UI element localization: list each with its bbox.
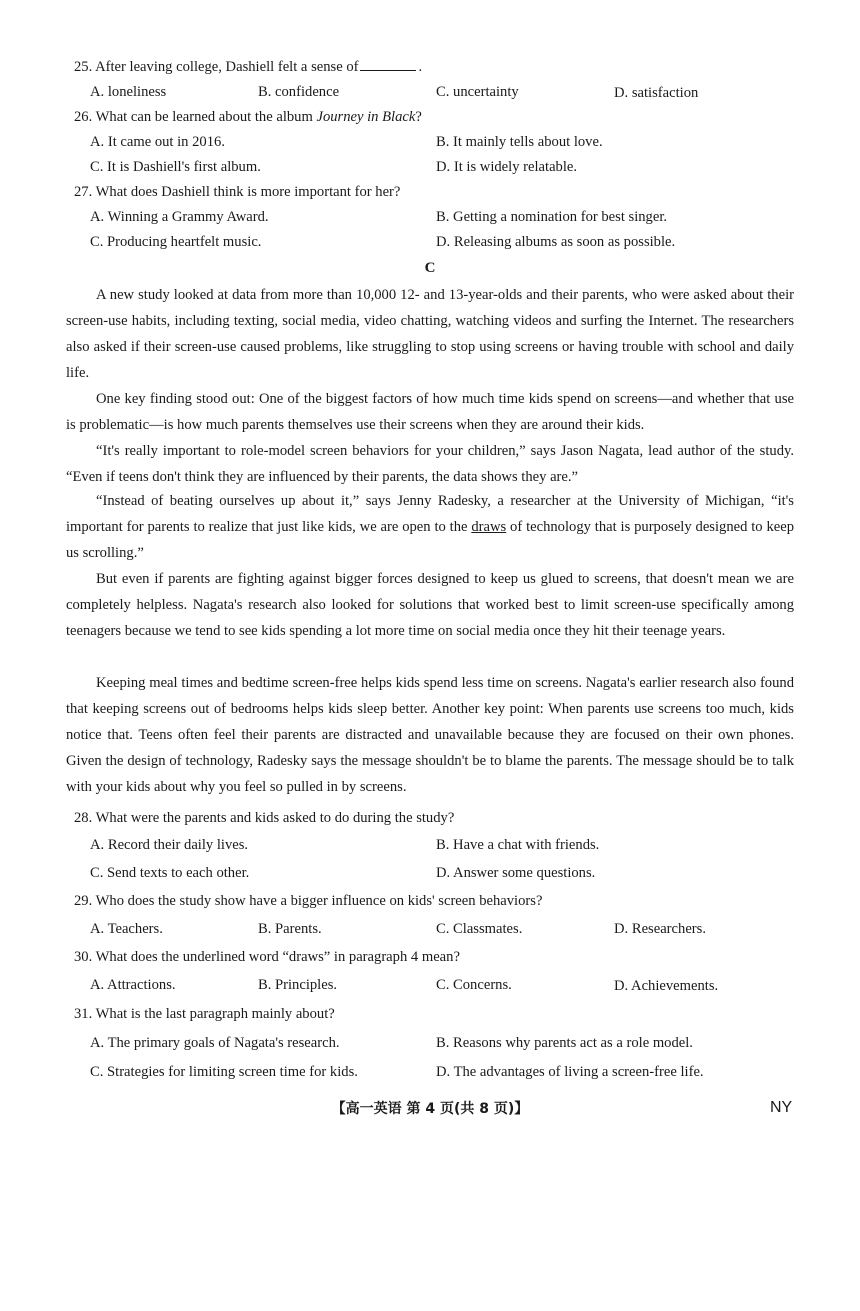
- q31-option-b: B. Reasons why parents act as a role model.: [436, 1035, 693, 1051]
- q28-option-d: D. Answer some questions.: [436, 865, 596, 881]
- q25-option-b: B. confidence: [258, 84, 340, 100]
- q27-option-c: C. Producing heartfelt music.: [90, 234, 262, 250]
- paragraph-4-part-2: of technology that is purposely designed to keep us scrolling.”: [66, 519, 795, 561]
- q31-option-d: D. The advantages of living a screen-free life.: [436, 1064, 704, 1080]
- question-30: 30. What does the underlined word “draws” in paragraph 4 mean?: [74, 949, 460, 965]
- question-25-stem: 25. After leaving college, Dashiell felt a sense of: [74, 59, 359, 75]
- q31-option-a: A. The primary goals of Nagata's research.: [90, 1035, 340, 1051]
- q26-option-d: D. It is widely relatable.: [436, 159, 578, 175]
- q30-option-c: C. Concerns.: [436, 977, 512, 993]
- passage-paragraph-1: A new study looked at data from more than 10,000 12- and 13-year-olds and their parents, who were asked about their screen-use habits, including texting, social media, video chatting, watching videos and surfing the Internet. The researchers also asked if their screen-use caused problems, like struggling to stop using screens or having trouble with school and daily life.: [66, 287, 794, 381]
- question-27: 27. What does Dashiell think is more important for her?: [74, 184, 401, 200]
- q30-option-d: D. Achievements.: [614, 978, 719, 994]
- underlined-word-draws: draws: [471, 519, 507, 535]
- q28-option-a: A. Record their daily lives.: [90, 837, 249, 853]
- q27-option-d: D. Releasing albums as soon as possible.: [436, 234, 676, 250]
- q27-option-a: A. Winning a Grammy Award.: [90, 209, 269, 225]
- q25-option-c: C. uncertainty: [436, 84, 519, 100]
- passage-paragraph-3: “It's really important to role-model screen behaviors for your children,” says Jason Nagata, lead author of the study. “Even if teens don't think they are influenced by their parents, the data shows they are.”: [66, 443, 794, 485]
- q26-option-b: B. It mainly tells about love.: [436, 134, 603, 150]
- q25-option-d: D. satisfaction: [614, 85, 699, 101]
- question-25: [74, 58, 422, 76]
- question-25-stem-end: .: [418, 59, 423, 75]
- q29-option-d: D. Researchers.: [614, 921, 706, 937]
- q28-option-b: B. Have a chat with friends.: [436, 837, 600, 853]
- passage-paragraph-4: [66, 488, 794, 566]
- q31-option-c: C. Strategies for limiting screen time for kids.: [90, 1064, 358, 1080]
- paragraph-4-part-1: “Instead of beating ourselves up about it,” says Jenny Radesky, a researcher at the University of Michigan, “it's important for parents to realize that just like kids, we are open to the: [66, 493, 794, 535]
- page-footer: 【高一英语 第 4 页(共 8 页)】: [331, 1101, 529, 1117]
- q25-option-a: A. loneliness: [90, 84, 167, 100]
- album-title: Journey in Black: [316, 109, 416, 125]
- question-28: 28. What were the parents and kids asked to do during the study?: [74, 810, 455, 826]
- question-26-stem: 26. What can be learned about the album: [74, 109, 317, 125]
- question-26: [74, 109, 422, 126]
- q27-option-b: B. Getting a nomination for best singer.: [436, 209, 668, 225]
- footer-code: NY: [770, 1099, 793, 1116]
- q29-option-a: A. Teachers.: [90, 921, 163, 937]
- section-label: C: [424, 260, 436, 276]
- question-31: 31. What is the last paragraph mainly about?: [74, 1006, 335, 1022]
- answer-blank: [360, 58, 416, 71]
- q29-option-c: C. Classmates.: [436, 921, 523, 937]
- passage-paragraph-6: Keeping meal times and bedtime screen-free helps kids spend less time on screens. Nagata's earlier research also found that keeping screens out of bedrooms helps kids sleep better. Another key point: When parents use screens too much, kids notice that. Teens often feel their parents are distracted and unavailable because they are focused on their own phones. Given the design of technology, Radesky says the message shouldn't be to blame the parents. The message should be to talk with your kids about why you feel so pulled in by screens.: [66, 675, 794, 795]
- question-29: 29. Who does the study show have a bigger influence on kids' screen behaviors?: [74, 893, 543, 909]
- q29-option-b: B. Parents.: [258, 921, 322, 937]
- q30-option-b: B. Principles.: [258, 977, 338, 993]
- q26-option-c: C. It is Dashiell's first album.: [90, 159, 261, 175]
- q30-option-a: A. Attractions.: [90, 977, 176, 993]
- q26-option-a: A. It came out in 2016.: [90, 134, 225, 150]
- question-26-stem-end: ?: [415, 109, 422, 125]
- passage-paragraph-2: One key finding stood out: One of the biggest factors of how much time kids spend on screens—and whether that use is problematic—is how much parents themselves use their screens when they are around their kids.: [66, 391, 794, 433]
- passage-paragraph-5: But even if parents are fighting against bigger forces designed to keep us glued to screens, that doesn't mean we are completely helpless. Nagata's research also looked for solutions that worked best to limit screen-use specifically among teenagers because we tend to see kids spending a lot more time on social media once they hit their teenage years.: [66, 571, 794, 639]
- q28-option-c: C. Send texts to each other.: [90, 865, 250, 881]
